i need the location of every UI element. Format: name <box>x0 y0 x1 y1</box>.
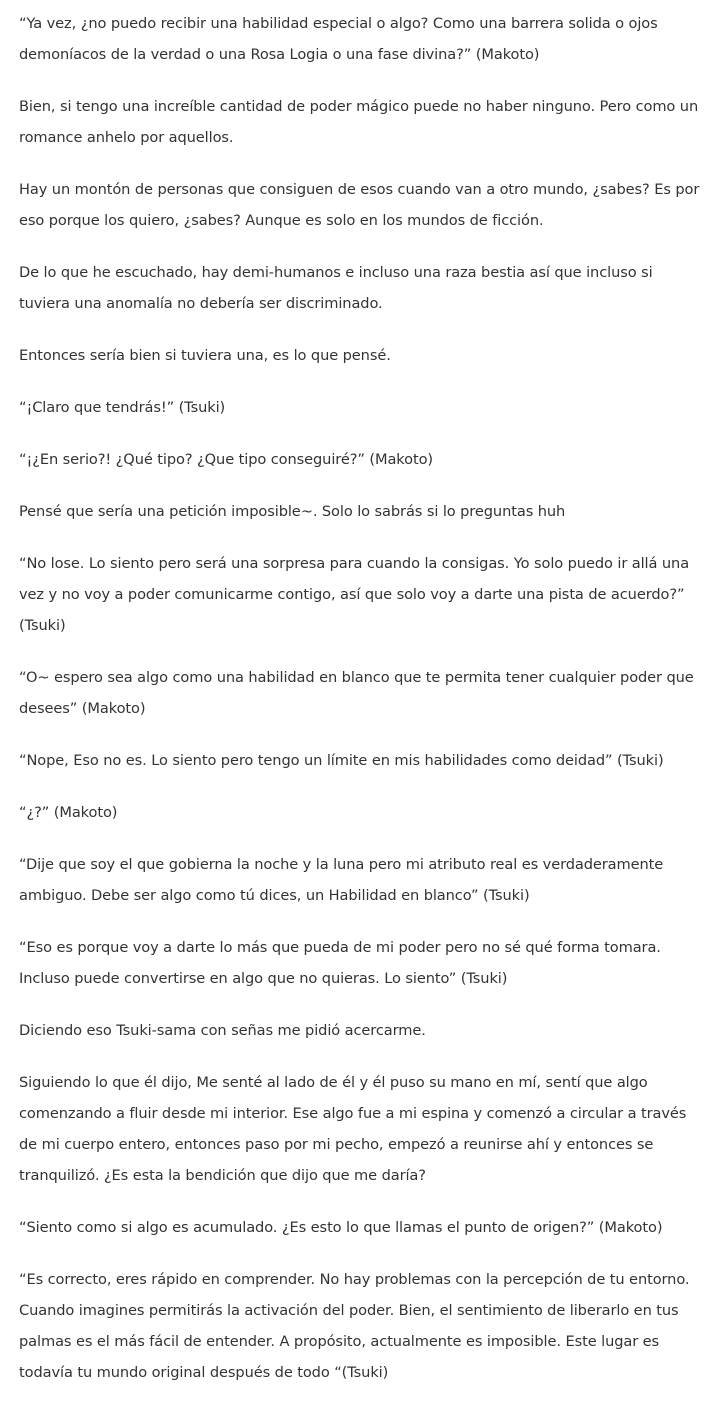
paragraph: “Es correcto, eres rápido en comprender. No hay problemas con la percepción de tu entorno. Cuando imagines permitirás la activación del poder. Bien, el sentimiento de liberarlo en tus palmas es el más fácil de entender. A propósito, actualmente es imposible. Este lugar es todavía tu mundo original después de todo “(Tsuki) <box>19 1271 690 1381</box>
paragraph: De lo que he escuchado, hay demi-humanos e incluso una raza bestia así que incluso si tuviera una anomalía no debería ser discriminado. <box>19 264 653 312</box>
paragraph: “¿?” (Makoto) <box>19 804 118 821</box>
paragraph: “Siento como si algo es acumulado. ¿Es esto lo que llamas el punto de origen?” (Makoto) <box>19 1219 663 1236</box>
paragraph: “No lose. Lo siento pero será una sorpresa para cuando la consigas. Yo solo puedo ir allá una vez y no voy a poder comunicarme contigo, así que solo voy a darte una pista de acuerdo?” (Tsuki) <box>19 555 690 634</box>
paragraph: “Ya vez, ¿no puedo recibir una habilidad especial o algo? Como una barrera solida o ojos demoníacos de la verdad o una Rosa Logia o una fase divina?” (Makoto) <box>19 15 658 63</box>
article-body <box>19 8 703 1409</box>
paragraph: “Eso es porque voy a darte lo más que pueda de mi poder pero no sé qué forma tomara. Incluso puede convertirse en algo que no quieras. Lo siento” (Tsuki) <box>19 939 661 987</box>
paragraph: “Dije que soy el que gobierna la noche y la luna pero mi atributo real es verdaderamente ambiguo. Debe ser algo como tú dices, un Habilidad en blanco” (Tsuki) <box>19 856 664 904</box>
paragraph: Pensé que sería una petición imposible~. Solo lo sabrás si lo preguntas huh <box>19 503 566 520</box>
paragraph: Hay un montón de personas que consiguen de esos cuando van a otro mundo, ¿sabes? Es por eso porque los quiero, ¿sabes? Aunque es solo en los mundos de ficción. <box>19 181 700 229</box>
paragraph: Entonces sería bien si tuviera una, es lo que pensé. <box>19 347 391 364</box>
paragraph: “¡¿En serio?! ¿Qué tipo? ¿Que tipo conseguiré?” (Makoto) <box>19 451 434 468</box>
paragraph: Siguiendo lo que él dijo, Me senté al lado de él y él puso su mano en mí, sentí que algo comenzando a fluir desde mi interior. Ese algo fue a mi espina y comenzó a circular a través de mi cuerpo entero, entonces paso por mi pecho, empezó a reunirse ahí y entonces se tranquilizó. ¿Es esta la bendición que dijo que me daría? <box>19 1074 687 1184</box>
paragraph: “Nope, Eso no es. Lo siento pero tengo un límite en mis habilidades como deidad” (Tsuki) <box>19 752 664 769</box>
paragraph: “¡Claro que tendrás!” (Tsuki) <box>19 399 226 416</box>
paragraph: Diciendo eso Tsuki-sama con señas me pidió acercarme. <box>19 1022 426 1039</box>
paragraph: Bien, si tengo una increíble cantidad de poder mágico puede no haber ninguno. Pero como un romance anhelo por aquellos. <box>19 98 699 146</box>
paragraph: “O~ espero sea algo como una habilidad en blanco que te permita tener cualquier poder que desees” (Makoto) <box>19 669 694 717</box>
